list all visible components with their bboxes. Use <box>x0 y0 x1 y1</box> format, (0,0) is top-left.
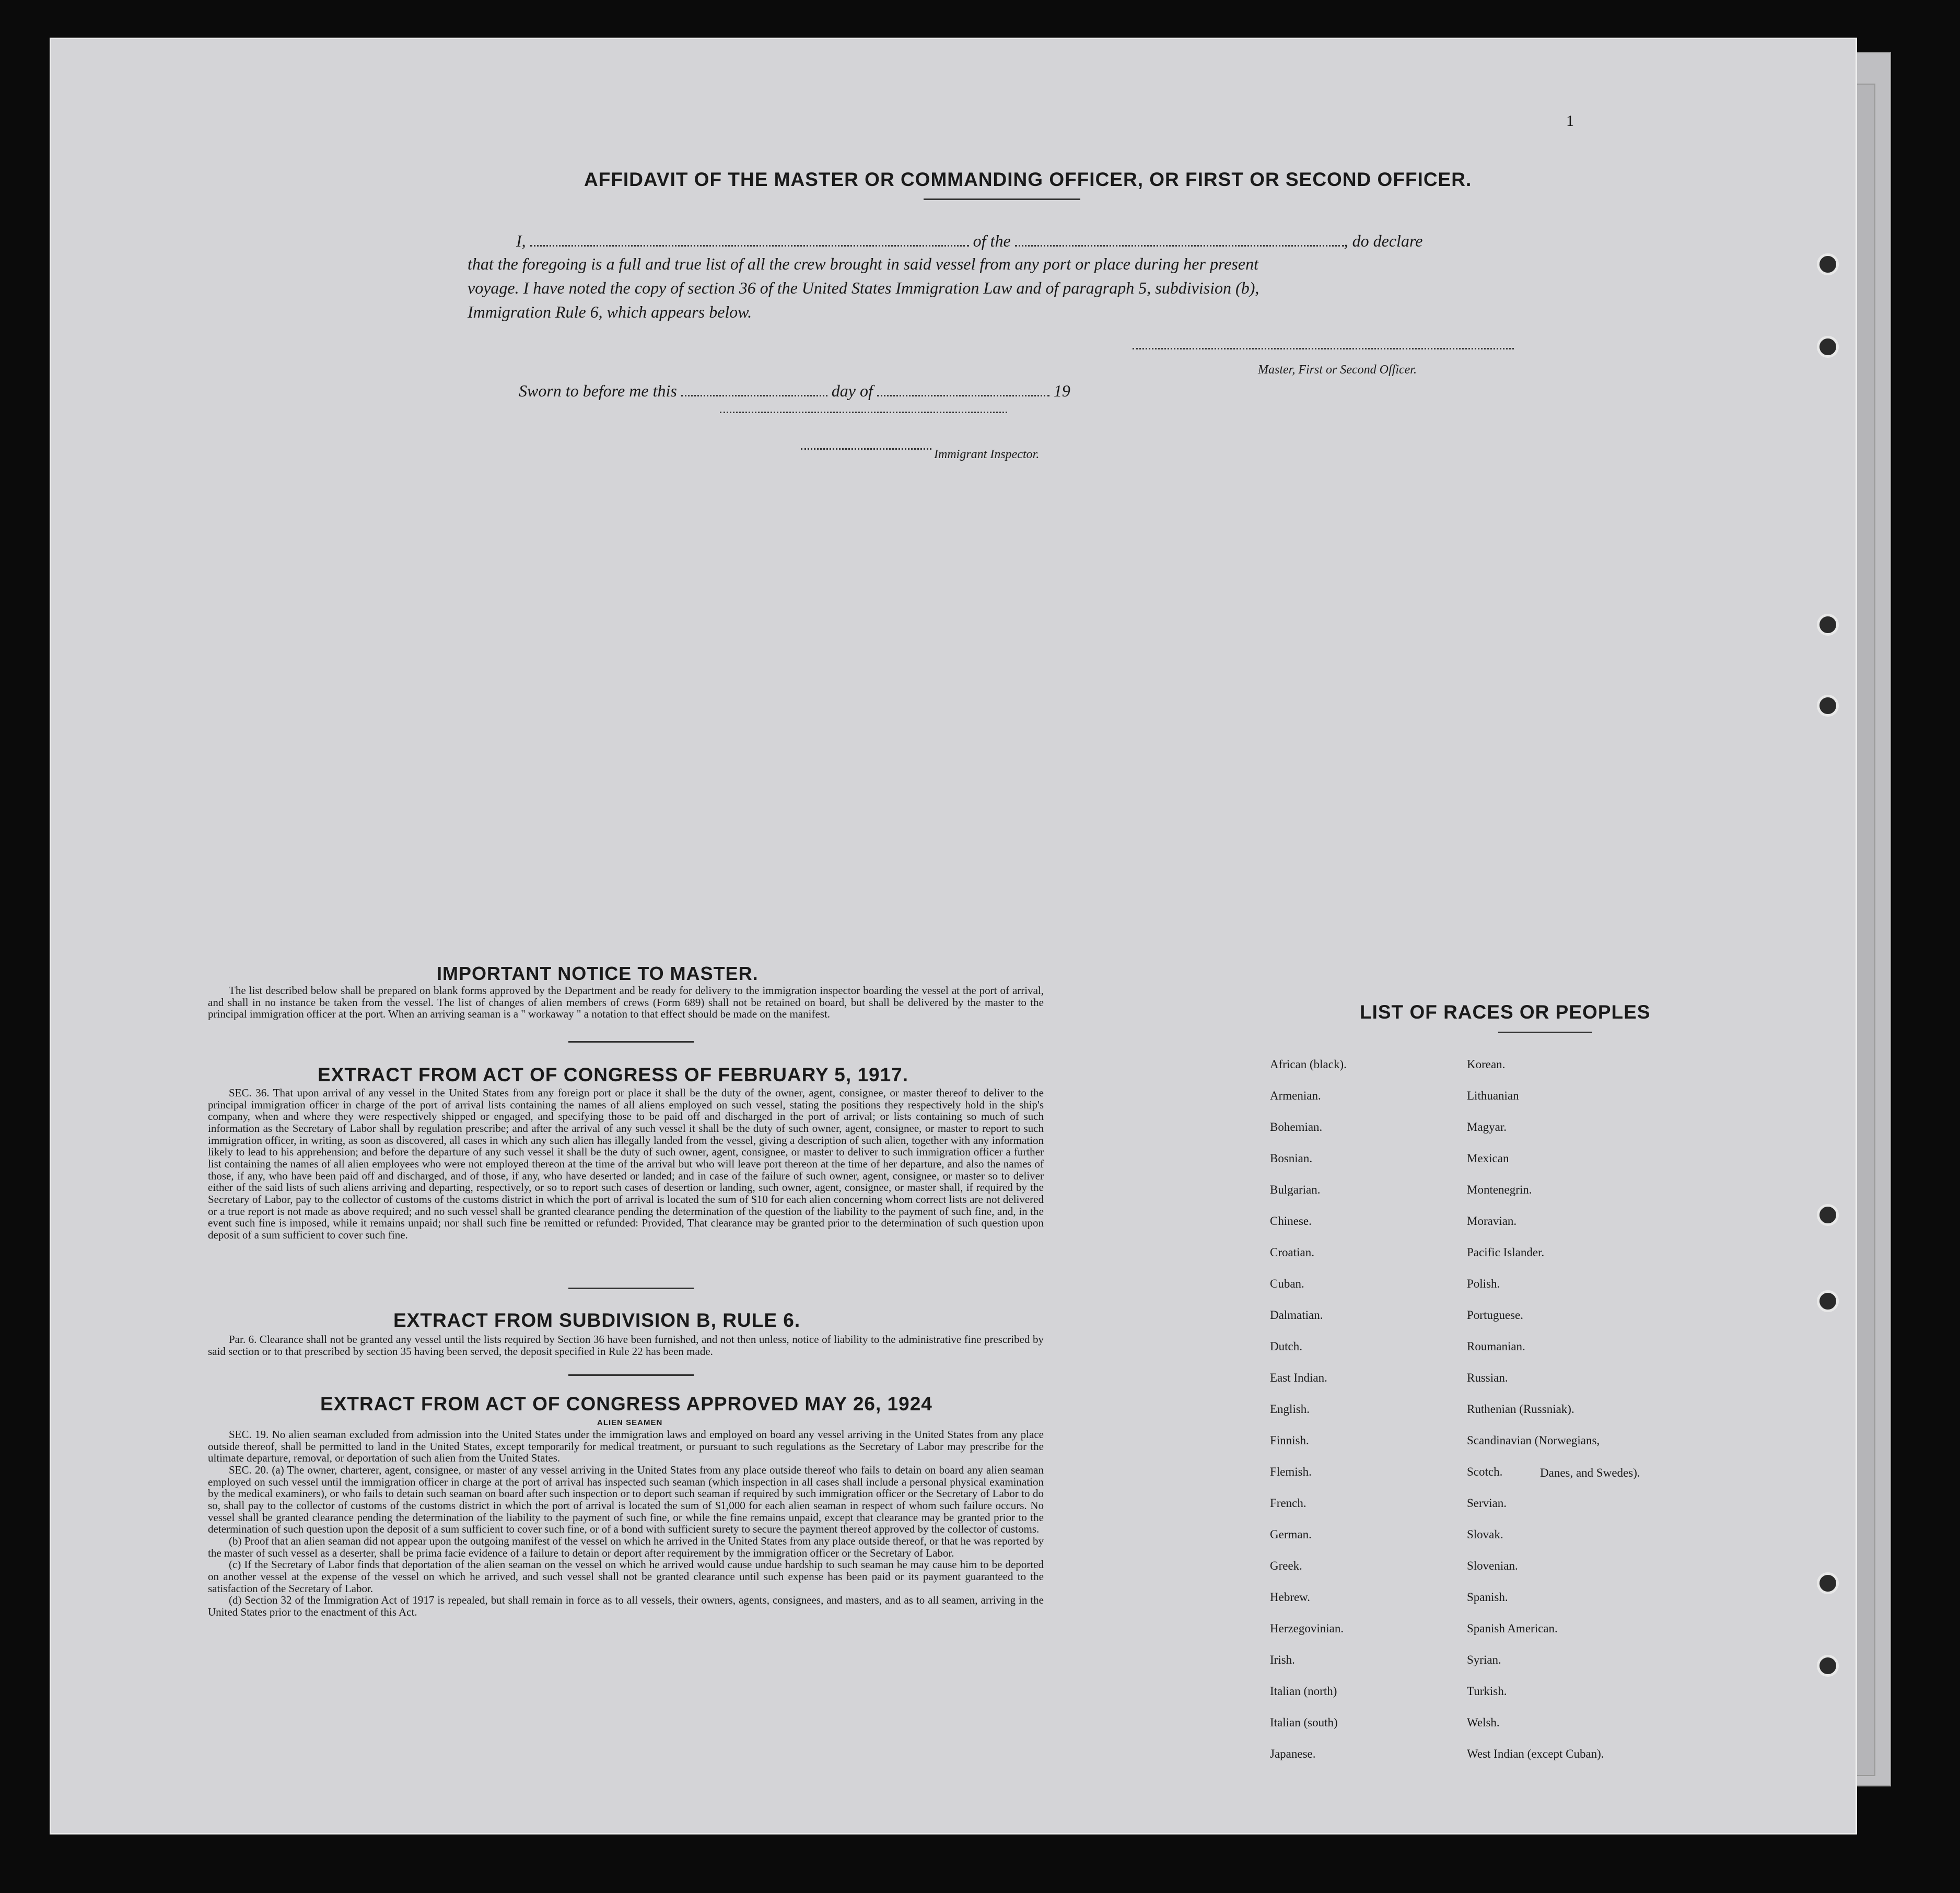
notice-title: IMPORTANT NOTICE TO MASTER. <box>437 963 759 984</box>
races-rule <box>1498 1032 1592 1033</box>
race-item-wrap: Danes, and Swedes). <box>1540 1466 1640 1479</box>
affidavit-line-2: that the foregoing is a full and true list of all the crew brought in said vessel from any port or place during her present <box>468 254 1258 273</box>
race-item: Lithuanian <box>1467 1089 1519 1102</box>
extract-rule6-title: EXTRACT FROM SUBDIVISION B, RULE 6. <box>393 1310 801 1331</box>
section-rule <box>568 1374 694 1376</box>
signature-label: Master, First or Second Officer. <box>1258 363 1417 377</box>
race-item: East Indian. <box>1270 1371 1327 1384</box>
extract-1917-text: SEC. 36. That upon arrival of any vessel in the United States from any foreign port or place it shall be the duty of the owner, agent, consignee, or master thereof to deliver to the principal immigration officer in charge of the port of arrival lists containing the names of all aliens employed on such vessel, stating the positions they respectively hold in the ship's company, when and where they were respectively shipped or engaged, and specifying those to be paid off and discharged in the port of arrival; or lists containing so much of such information as the Secretary of Labor shall by regulation prescribe; and after the arrival of any such vessel it shall be the duty of such owner, agent, consignee, or master to report to such immigration officer, in writing, as soon as discovered, all cases in which any such alien has illegally landed from the vessel, giving a description of such alien, together with any information likely to lead to his apprehension; and before the departure of any such vessel it shall be the duty of such owner, agent, consignee, or master to deliver to such immigration officer a further list containing the names of all alien employees who were not employed thereon at the time of the arrival but who will leave port thereon at the time of her departure, and also the names of those, if any, who have been paid off and discharged, and of those, if any, who have deserted or landed; and in case of the failure of such owner, agent, consignee, or master so to deliver either of the said lists of such aliens arriving and departing, respectively, or so to report such cases of desertion or landing, such owner, agent, consignee, or master shall, if required by the Secretary of Labor, pay to the collector of customs of the customs district in which the port of arrival is located the sum of $10 for each alien concerning whom correct lists are not delivered or a true report is not made as above required; and no such vessel shall be granted clearance pending the determination of the question of the liability to the payment of such fine, and, in the event such fine is imposed, while it remains unpaid; nor shall such fine be remitted or refunded: Provided, That clearance may be granted prior to the determination of such question upon deposit of a sum sufficient to cover such fine. <box>208 1086 1044 1242</box>
inspector-rule <box>720 405 1007 413</box>
race-item: Flemish. <box>1270 1465 1312 1478</box>
race-item: Portuguese. <box>1467 1308 1523 1322</box>
race-item: Ruthenian (Russniak). <box>1467 1403 1574 1416</box>
race-item: Scotch. <box>1467 1465 1503 1478</box>
race-item: Bohemian. <box>1270 1120 1323 1134</box>
race-item: Irish. <box>1270 1653 1295 1666</box>
punch-hole-icon <box>1817 1204 1839 1226</box>
race-item: Croatian. <box>1270 1246 1314 1259</box>
extract-rule6-text: Par. 6. Clearance shall not be granted any vessel until the lists required by Section 36 have been furnished, and not then unless, notice of liability to the administrative fine prescribed by said section or to that prescribed by section 35 having been served, the deposit specified in Rule 22 has been made. <box>208 1333 1044 1358</box>
race-item: African (black). <box>1270 1058 1347 1071</box>
race-item: Servian. <box>1467 1497 1507 1510</box>
race-item: Magyar. <box>1467 1120 1507 1134</box>
race-item: Greek. <box>1270 1559 1302 1572</box>
race-item: Bosnian. <box>1270 1152 1313 1165</box>
extract-1924-text: SEC. 19. No alien seaman excluded from admission into the United States under the immigration laws and employed on board any vessel arriving in the United States from any place outside thereof, shall be permitted to land in the United States, except temporarily for medical treatment, or pursuant to such regulations as the Secretary of Labor may prescribe for the ultimate departure, removal, or deportation of such alien from the United States. SEC. 20. (a) The owner, charterer, agent, consignee, or master of any vessel arriving in the United States from any place outside thereof who fails to detain on board any alien seaman employed on such vessel until the immigration officer in charge at the port of arrival has inspected such seaman (which inspection in all cases shall include a personal physical examination by the medical examiners), or who fails to detain such seaman on board after such inspection or to deport such seaman if required by such immigration officer or the Secretary of Labor to do so, shall pay to the collector of customs of the customs district in which the port of arrival is located the sum of $1,000 for each alien seaman in respect of whom such failure occurs. No vessel shall be granted clearance pending the determination of the liability to the payment of such fine, or while the fine remains unpaid, except that clearance may be granted prior to the determination of such question upon the deposit of a sum sufficient to cover such fine, or of a bond with sufficient surety to secure the payment thereof approved by the collector of customs. (b) Proof that an alien seaman did not appear upon the outgoing manifest of the vessel on which he arrived in the United States from any place outside thereof, or that he was reported by the master of such vessel as a deserter, shall be prima facie evidence of a failure to detain or deport after requirement by the immigration officer or the Secretary of Labor. (c) If the Secretary of Labor finds that deportation of the alien seaman on the vessel on which he arrived would cause undue hardship to such seaman he may cause him to be deported on another vessel at the expense of the vessel on which he arrived, and such vessel shall not be granted clearance until such expense has been paid or its payment guaranteed to the satisfaction of the Secretary of Labor. (d) Section 32 of the Immigration Act of 1917 is repealed, but shall remain in force as to all vessels, their owners, agents, consignees, and masters, and as to all seamen, arriving in the United States prior to the enactment of this Act. <box>208 1428 1044 1619</box>
day-blank[interactable] <box>681 380 827 396</box>
race-item: French. <box>1270 1497 1306 1510</box>
race-item: Spanish American. <box>1467 1622 1558 1635</box>
race-item: Polish. <box>1467 1277 1500 1290</box>
extract-1924-subtitle: ALIEN SEAMEN <box>597 1418 663 1427</box>
race-item: Welsh. <box>1467 1716 1500 1729</box>
race-item: Spanish. <box>1467 1591 1508 1604</box>
inspector-blank[interactable] <box>801 441 931 450</box>
race-item: Slovak. <box>1467 1528 1503 1541</box>
race-item: Herzegovinian. <box>1270 1622 1344 1635</box>
races-title: LIST OF RACES OR PEOPLES <box>1360 1001 1651 1023</box>
race-item: German. <box>1270 1528 1312 1541</box>
notice-text: The list described below shall be prepared on blank forms approved by the Department and be ready for delivery to the immigration inspector boarding the vessel at the port of arrival, and shall in no instance be taken from the vessel. The list of changes of alien members of crews (Form 689) shall not be retained on board, but shall be delivered by the master to the principal immigration officer at the port. When an arriving seaman is a " workaway " a notation to that effect should be made on the manifest. <box>208 984 1044 1021</box>
race-item: Moravian. <box>1467 1214 1517 1228</box>
inspector-label: Immigrant Inspector. <box>934 448 1040 461</box>
race-item: Pacific Islander. <box>1467 1246 1545 1259</box>
race-item: Dutch. <box>1270 1340 1302 1353</box>
race-item: Dalmatian. <box>1270 1308 1323 1322</box>
page-mark: 1 <box>1566 112 1574 130</box>
vessel-blank[interactable] <box>1015 230 1344 247</box>
affidavit-line-4: Immigration Rule 6, which appears below. <box>468 302 752 321</box>
race-item: Montenegrin. <box>1467 1183 1532 1196</box>
race-item: Korean. <box>1467 1058 1506 1071</box>
race-item: Finnish. <box>1270 1434 1309 1447</box>
race-item: Roumanian. <box>1467 1340 1525 1353</box>
title-rule <box>924 198 1080 200</box>
document-page <box>50 38 1857 1834</box>
race-item: Japanese. <box>1270 1747 1316 1760</box>
race-item: Mexican <box>1467 1152 1509 1165</box>
sworn-line: Sworn to before me this day of 19 <box>519 380 1070 401</box>
race-item: Armenian. <box>1270 1089 1321 1102</box>
race-item: Slovenian. <box>1467 1559 1518 1572</box>
punch-hole-icon <box>1817 336 1839 358</box>
race-item: Hebrew. <box>1270 1591 1311 1604</box>
race-item: West Indian (except Cuban). <box>1467 1747 1604 1760</box>
punch-hole-icon <box>1817 1655 1839 1677</box>
race-item: Scandinavian (Norwegians, <box>1467 1434 1600 1447</box>
race-item: Italian (south) <box>1270 1716 1338 1729</box>
race-item: English. <box>1270 1403 1310 1416</box>
punch-hole-icon <box>1817 614 1839 636</box>
affidavit-line-3: voyage. I have noted the copy of section 36 of the United States Immigration Law and of paragraph 5, subdivision (b), <box>468 278 1259 297</box>
signature-blank[interactable] <box>1133 341 1514 349</box>
month-blank[interactable] <box>877 380 1049 396</box>
section-rule <box>568 1041 694 1043</box>
name-blank[interactable] <box>530 230 969 247</box>
extract-1917-title: EXTRACT FROM ACT OF CONGRESS OF FEBRUARY 5, 1917. <box>318 1064 909 1085</box>
race-item: Syrian. <box>1467 1653 1501 1666</box>
punch-hole-icon <box>1817 695 1839 717</box>
race-item: Russian. <box>1467 1371 1508 1384</box>
race-item: Bulgarian. <box>1270 1183 1321 1196</box>
punch-hole-icon <box>1817 253 1839 275</box>
punch-hole-icon <box>1817 1290 1839 1312</box>
extract-1924-title: EXTRACT FROM ACT OF CONGRESS APPROVED MAY 26, 1924 <box>320 1393 932 1415</box>
affidavit-line-1: I, of the , do declare <box>516 230 1422 251</box>
punch-hole-icon <box>1817 1572 1839 1594</box>
race-item: Chinese. <box>1270 1214 1312 1228</box>
section-rule <box>568 1288 694 1289</box>
race-item: Cuban. <box>1270 1277 1304 1290</box>
race-item: Italian (north) <box>1270 1685 1337 1698</box>
race-item: Turkish. <box>1467 1685 1507 1698</box>
affidavit-title: AFFIDAVIT OF THE MASTER OR COMMANDING OFFICER, OR FIRST OR SECOND OFFICER. <box>584 169 1472 190</box>
